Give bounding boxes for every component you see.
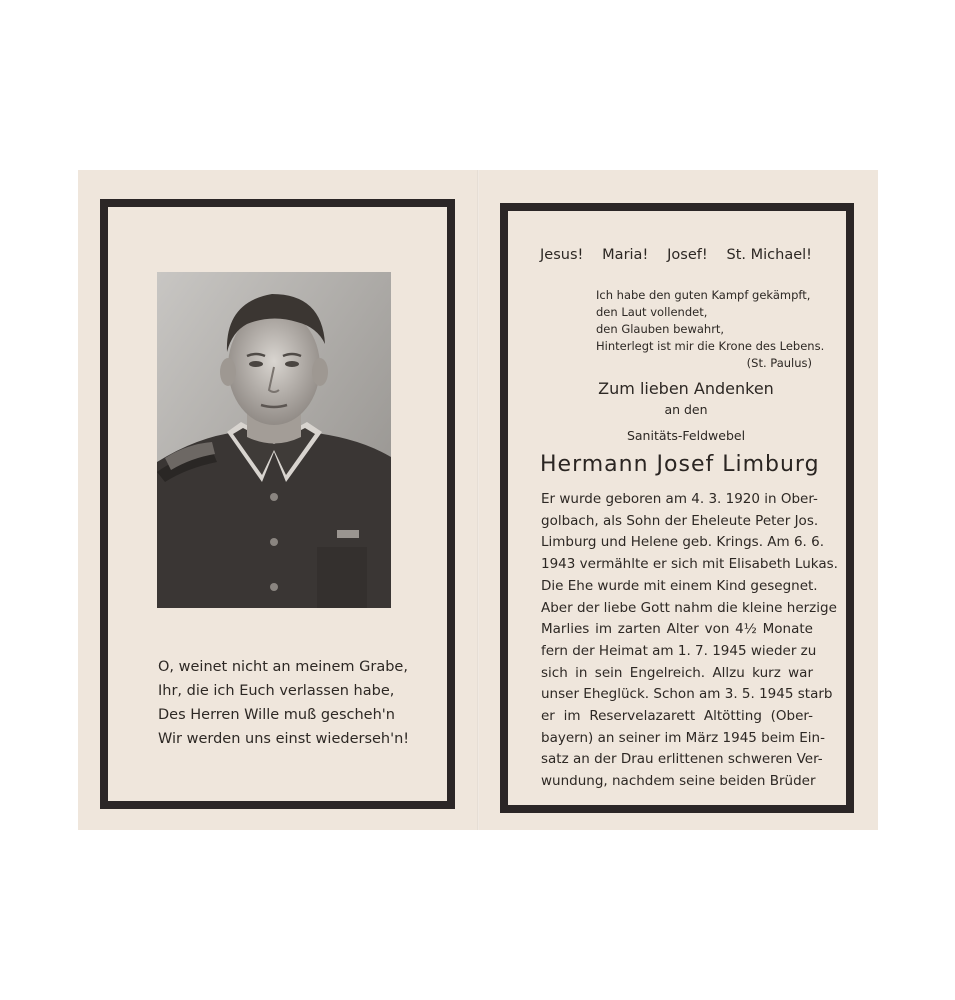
biography-line: bayern) an seiner im März 1945 beim Ein- (541, 729, 825, 746)
invocation-word: Jesus! (540, 247, 584, 263)
quote-line: den Glauben bewahrt, (596, 322, 725, 336)
biography-line: Marlies im zarten Alter von 4½ Monate (541, 621, 813, 638)
biography (541, 489, 838, 793)
biography-line: sich in sein Engelreich. Allzu kurz war (541, 664, 813, 681)
quote-attribution: (St. Paulus) (746, 356, 812, 370)
biography-line: Limburg und Helene geb. Krings. Am 6. 6. (541, 534, 825, 551)
biography-line: Die Ehe wurde mit einem Kind gesegnet. (541, 577, 818, 594)
portrait-illustration (157, 272, 391, 608)
portrait-photo (157, 272, 391, 608)
verse-line: Des Herren Wille muß gescheh'n (158, 707, 395, 723)
invocation-word: Josef! (667, 247, 708, 263)
biography-line: fern der Heimat am 1. 7. 1945 wieder zu (541, 642, 817, 659)
verse-line: Wir werden uns einst wiederseh'n! (158, 731, 410, 747)
rank: Sanitäts-Feldwebel (626, 428, 746, 443)
scripture-quote (596, 287, 825, 372)
verse-line: Ihr, die ich Euch verlassen habe, (158, 683, 395, 699)
biography-line: er im Reservelazarett Altötting (Ober- (541, 708, 813, 725)
farewell-verse (158, 655, 418, 751)
invocation-word: Maria! (602, 247, 649, 263)
biography-line: Aber der liebe Gott nahm die kleine herzige (541, 599, 837, 616)
quote-line: den Laut vollendet, (596, 305, 708, 319)
card-fold (477, 170, 479, 830)
biography-line: Er wurde geboren am 4. 3. 1920 in Ober- (541, 491, 818, 507)
biography-line: 1943 vermählte er sich mit Elisabeth Lukas. (541, 556, 838, 573)
biography-line: unser Eheglück. Schon am 3. 5. 1945 starb (541, 686, 833, 703)
quote-line: Ich habe den guten Kampf gekämpft, (596, 288, 811, 302)
invocation (540, 247, 812, 263)
biography-line: wundung, nachdem seine beiden Brüder (541, 773, 816, 790)
memory-subtitle: an den (664, 402, 708, 417)
deceased-name: Hermann Josef Limburg (540, 452, 820, 477)
invocation-word: St. Michael! (726, 247, 812, 263)
biography-line: satz an der Drau erlittenen schweren Ver- (541, 751, 823, 768)
biography-line: golbach, als Sohn der Eheleute Peter Jos. (541, 512, 819, 529)
memory-title: Zum lieben Andenken (598, 379, 774, 398)
verse-line: O, weinet nicht an meinem Grabe, (158, 659, 408, 675)
quote-line: Hinterlegt ist mir die Krone des Lebens. (596, 339, 825, 353)
memorial-heading (540, 378, 812, 446)
